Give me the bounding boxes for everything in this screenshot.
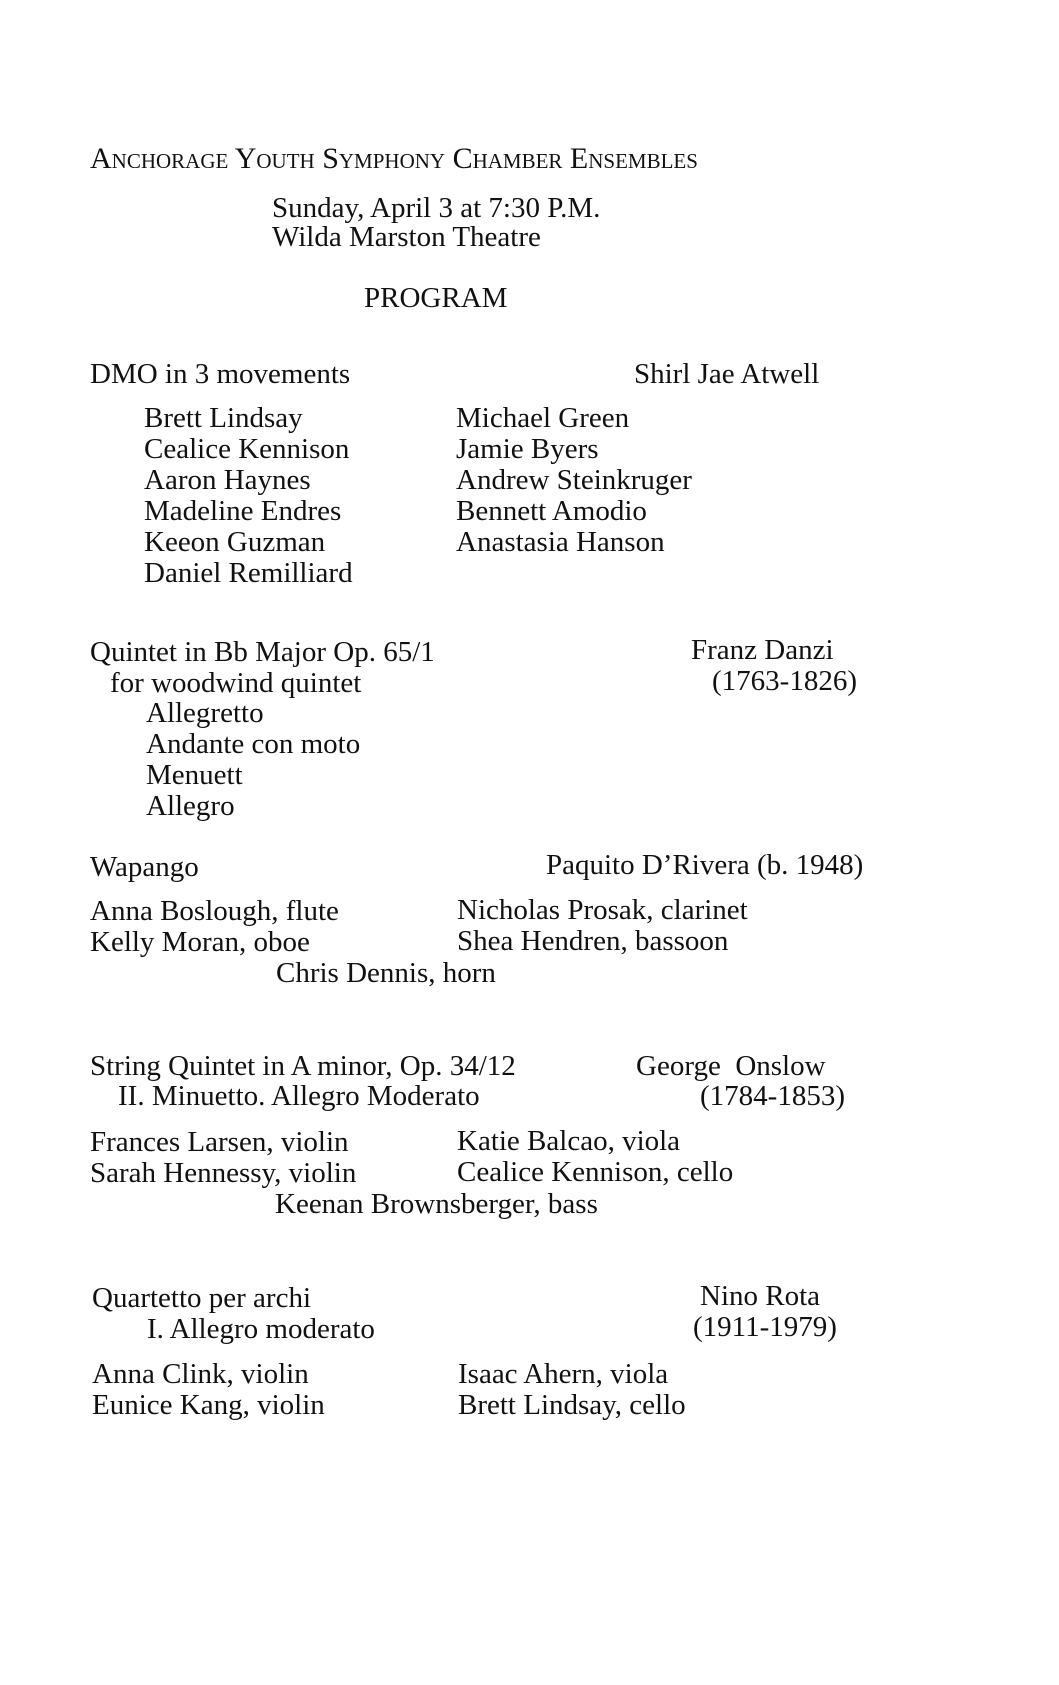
program-heading: PROGRAM xyxy=(364,282,508,314)
performer: Cealice Kennison, cello xyxy=(457,1156,734,1188)
performer: Brett Lindsay xyxy=(144,402,303,434)
piece-subtitle: for woodwind quintet xyxy=(110,667,362,699)
performer-list-left xyxy=(90,896,339,958)
piece-composer: Shirl Jae Atwell xyxy=(634,358,820,390)
piece-composer: Franz Danzi xyxy=(691,634,834,666)
movement-list xyxy=(146,698,360,822)
performer: Daniel Remilliard xyxy=(144,557,353,589)
performer: Brett Lindsay, cello xyxy=(458,1389,686,1421)
performer: Anna Boslough, flute xyxy=(90,895,339,927)
performer: Aaron Haynes xyxy=(144,464,311,496)
piece-title: DMO in 3 movements xyxy=(90,358,351,390)
performer: Andrew Steinkruger xyxy=(456,464,692,496)
performer-list-left xyxy=(92,1359,325,1421)
piece-composer: Paquito D’Rivera (b. 1948) xyxy=(546,849,864,881)
composer-dates: (1763-1826) xyxy=(712,665,857,697)
performer: Keeon Guzman xyxy=(144,526,326,558)
performer-center: Keenan Brownsberger, bass xyxy=(275,1188,598,1220)
performer-center: Chris Dennis, horn xyxy=(276,957,496,989)
performer-list-left xyxy=(90,1127,356,1189)
piece-composer: Nino Rota xyxy=(700,1280,821,1312)
performer: Katie Balcao, viola xyxy=(457,1125,681,1157)
performer: Cealice Kennison xyxy=(144,433,350,465)
performer: Kelly Moran, oboe xyxy=(90,926,310,958)
performer: Isaac Ahern, viola xyxy=(458,1358,669,1390)
movement: Allegro xyxy=(146,790,235,822)
performer-list-right xyxy=(458,1359,686,1421)
piece-subtitle: II. Minuetto. Allegro Moderato xyxy=(118,1080,480,1112)
piece-subtitle: I. Allegro moderato xyxy=(147,1313,375,1345)
movement: Allegretto xyxy=(146,697,264,729)
concert-venue: Wilda Marston Theatre xyxy=(272,221,541,253)
piece-title: Quintet in Bb Major Op. 65/1 xyxy=(90,636,435,668)
piece-title: Quartetto per archi xyxy=(92,1282,312,1314)
performer: Eunice Kang, violin xyxy=(92,1389,325,1421)
performer: Nicholas Prosak, clarinet xyxy=(457,894,748,926)
performer: Sarah Hennessy, violin xyxy=(90,1157,357,1189)
performer: Anastasia Hanson xyxy=(456,526,665,558)
performer: Bennett Amodio xyxy=(456,495,647,527)
movement: Menuett xyxy=(146,759,243,791)
performer: Madeline Endres xyxy=(144,495,342,527)
performer: Anna Clink, violin xyxy=(92,1358,309,1390)
performer: Jamie Byers xyxy=(456,433,599,465)
performer-list-right xyxy=(457,895,748,957)
performer: Shea Hendren, bassoon xyxy=(457,925,729,957)
movement: Andante con moto xyxy=(146,728,361,760)
performer: Michael Green xyxy=(456,402,630,434)
piece-composer: George Onslow xyxy=(636,1050,826,1082)
composer-dates: (1784-1853) xyxy=(700,1080,845,1112)
piece-title: String Quintet in A minor, Op. 34/12 xyxy=(90,1050,516,1082)
performer-list-right xyxy=(456,403,692,558)
piece-title: Wapango xyxy=(90,851,199,883)
performer-list-left xyxy=(144,403,353,589)
performer-list-right xyxy=(457,1126,733,1188)
composer-dates: (1911-1979) xyxy=(693,1311,837,1343)
ensemble-title: Anchorage Youth Symphony Chamber Ensembles xyxy=(90,142,698,175)
concert-date: Sunday, April 3 at 7:30 P.M. xyxy=(272,192,601,224)
performer: Frances Larsen, violin xyxy=(90,1126,349,1158)
